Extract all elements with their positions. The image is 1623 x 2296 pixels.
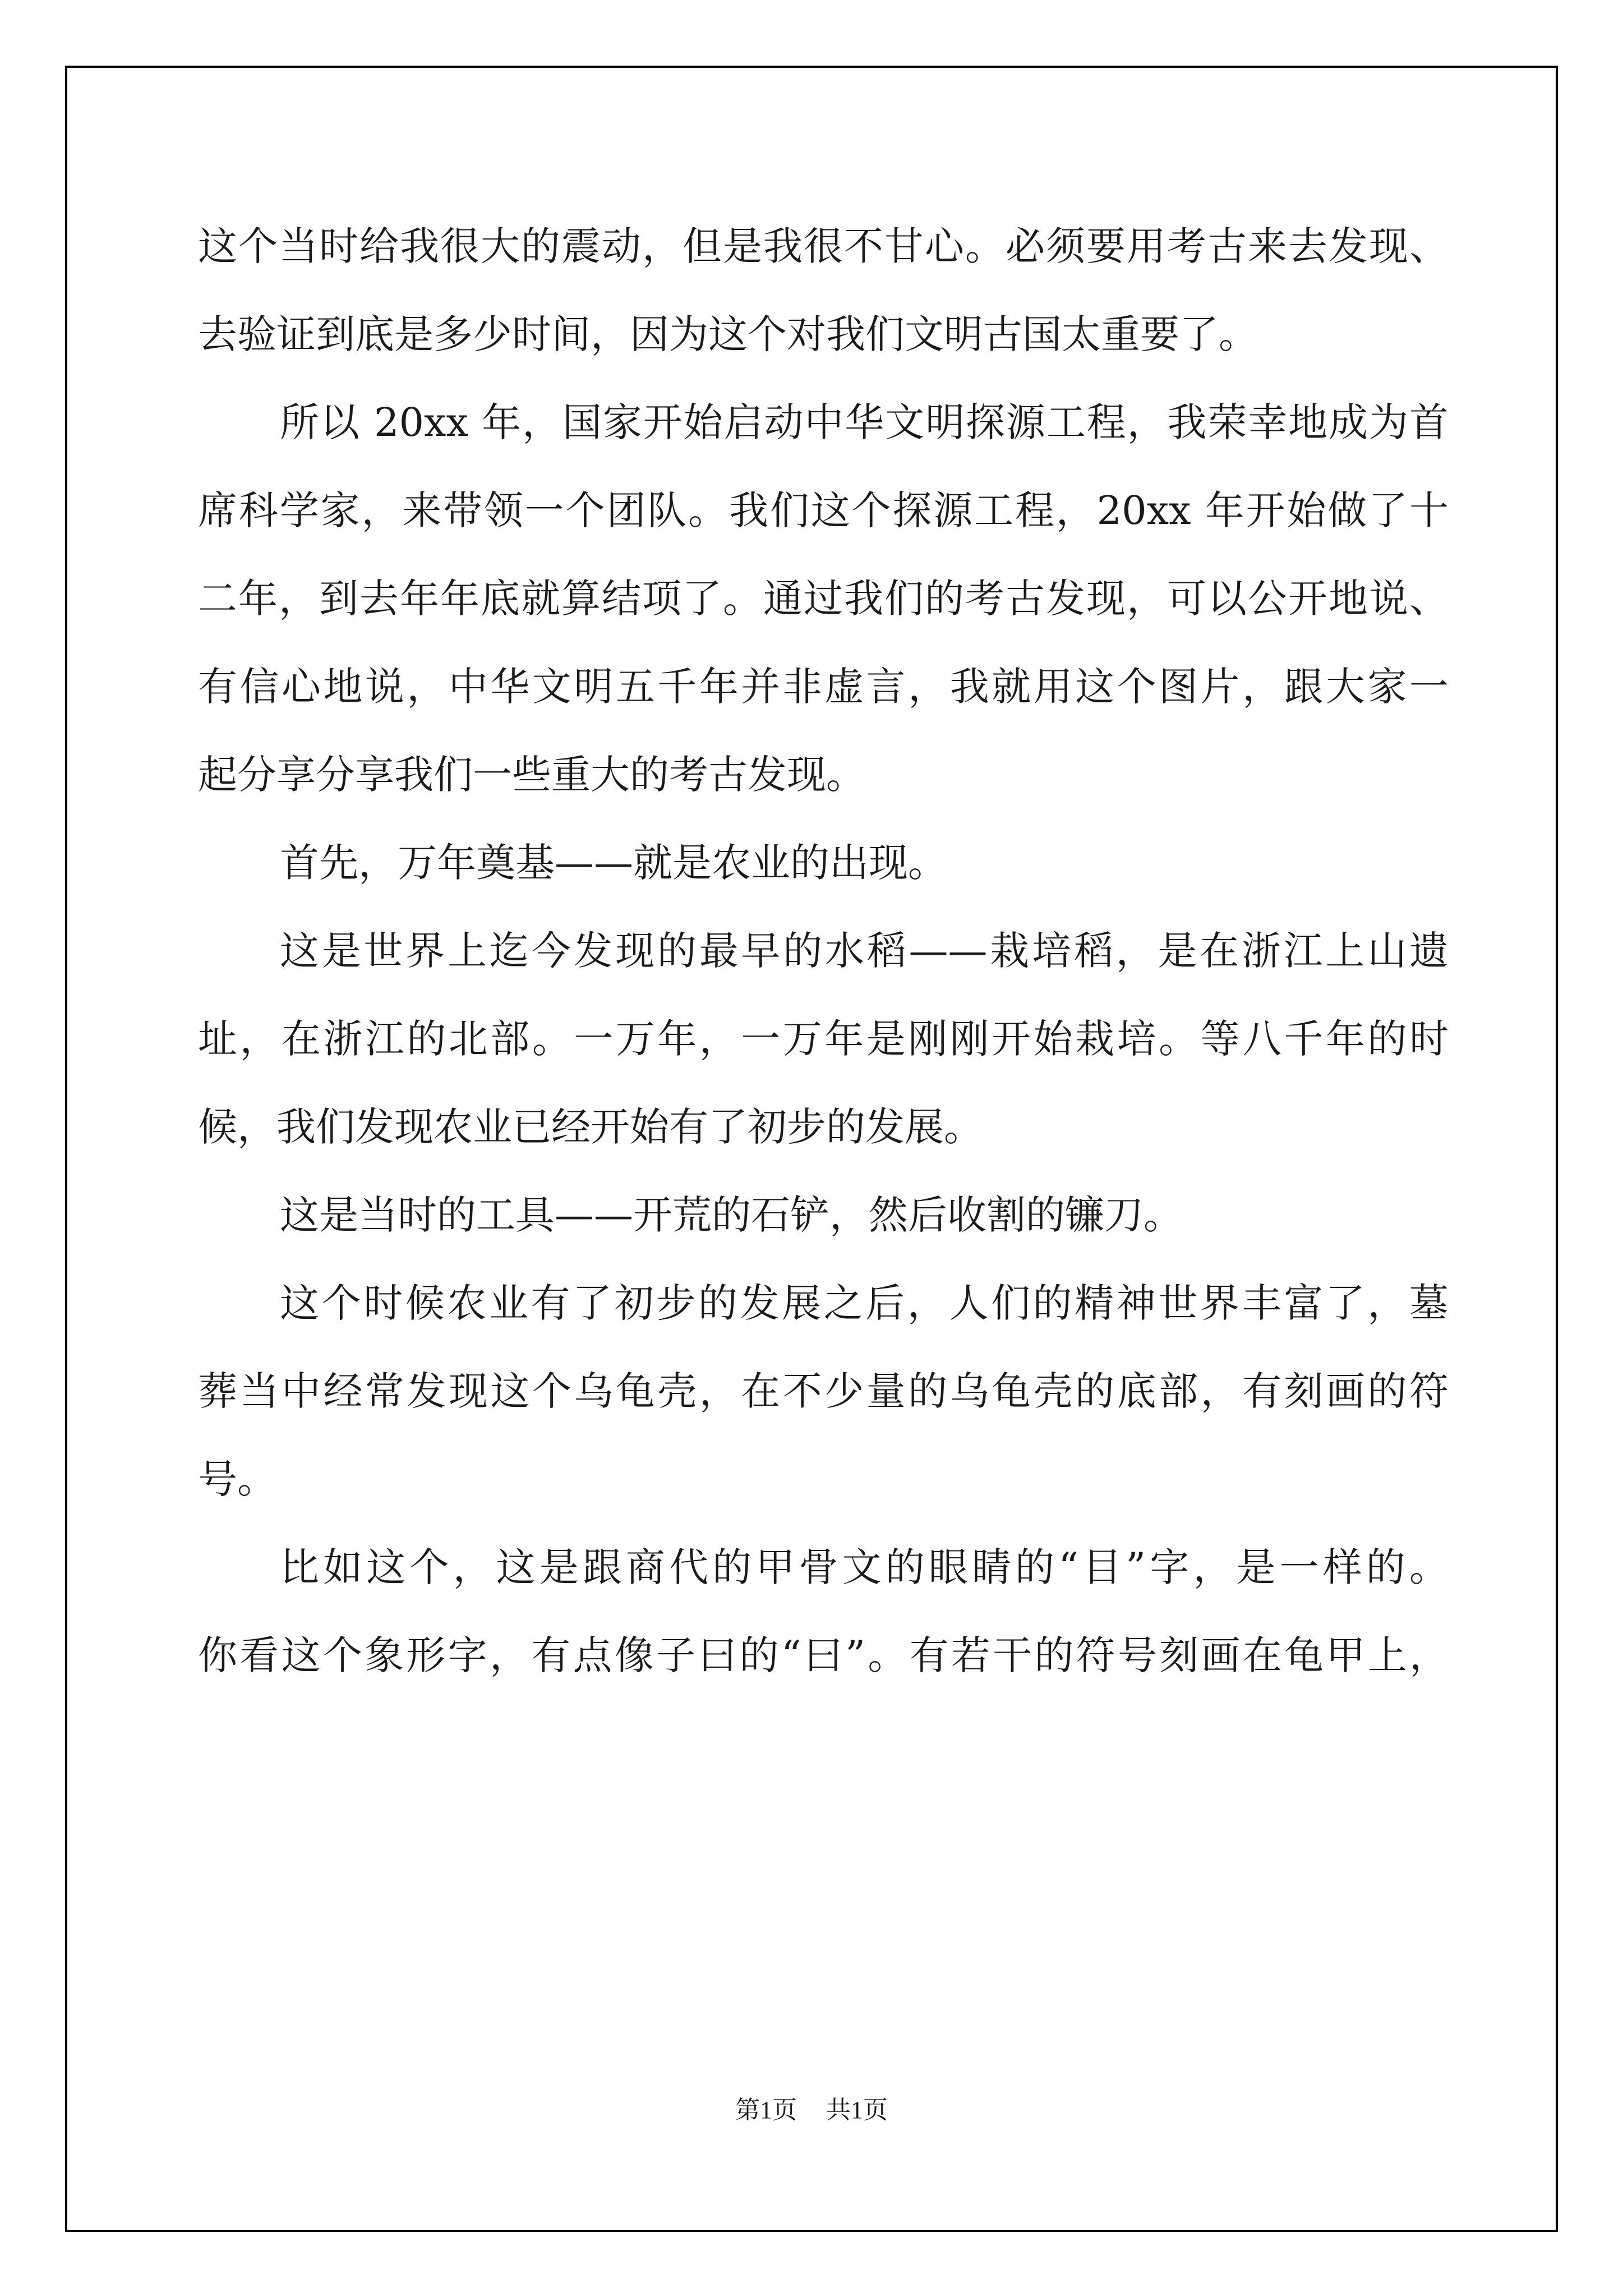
text-line: 这个当时给我很大的震动，但是我很不甘心。必须要用考古来去发现、 <box>198 223 1449 269</box>
text-line: 所以 20xx 年，国家开始启动中华文明探源工程，我荣幸地成为首 <box>280 399 1449 445</box>
text-line: 这个时候农业有了初步的发展之后，人们的精神世界丰富了，墓 <box>280 1280 1449 1326</box>
text-line: 席科学家，来带领一个团队。我们这个探源工程，20xx 年开始做了十 <box>198 487 1449 533</box>
text-line: 去验证到底是多少时间，因为这个对我们文明古国太重要了。 <box>198 311 1258 357</box>
text-line: 葬当中经常发现这个乌龟壳，在不少量的乌龟壳的底部，有刻画的符 <box>198 1368 1449 1414</box>
text-line: 起分享分享我们一些重大的考古发现。 <box>198 752 865 798</box>
text-line: 这是当时的工具——开荒的石铲，然后收割的镰刀。 <box>280 1192 1183 1238</box>
page-number: 第1页 <box>735 2096 797 2124</box>
text-line: 你看这个象形字，有点像子曰的“曰”。有若干的符号刻画在龟甲上， <box>198 1632 1449 1678</box>
text-line: 首先，万年奠基——就是农业的出现。 <box>280 840 947 886</box>
page-total: 共1页 <box>826 2096 888 2124</box>
document-body <box>198 203 1449 1700</box>
page-footer <box>0 2090 1623 2125</box>
text-line: 这是世界上迄今发现的最早的水稻——栽培稻，是在浙江上山遗 <box>280 928 1449 974</box>
text-line: 候，我们发现农业已经开始有了初步的发展。 <box>198 1104 983 1150</box>
text-line: 二年，到去年年底就算结项了。通过我们的考古发现，可以公开地说、 <box>198 576 1449 622</box>
text-line: 比如这个，这是跟商代的甲骨文的眼睛的“目”字，是一样的。 <box>280 1544 1449 1590</box>
text-line: 有信心地说，中华文明五千年并非虚言，我就用这个图片，跟大家一 <box>198 664 1449 710</box>
text-line: 址，在浙江的北部。一万年，一万年是刚刚开始栽培。等八千年的时 <box>198 1016 1449 1062</box>
text-line: 号。 <box>198 1456 276 1502</box>
